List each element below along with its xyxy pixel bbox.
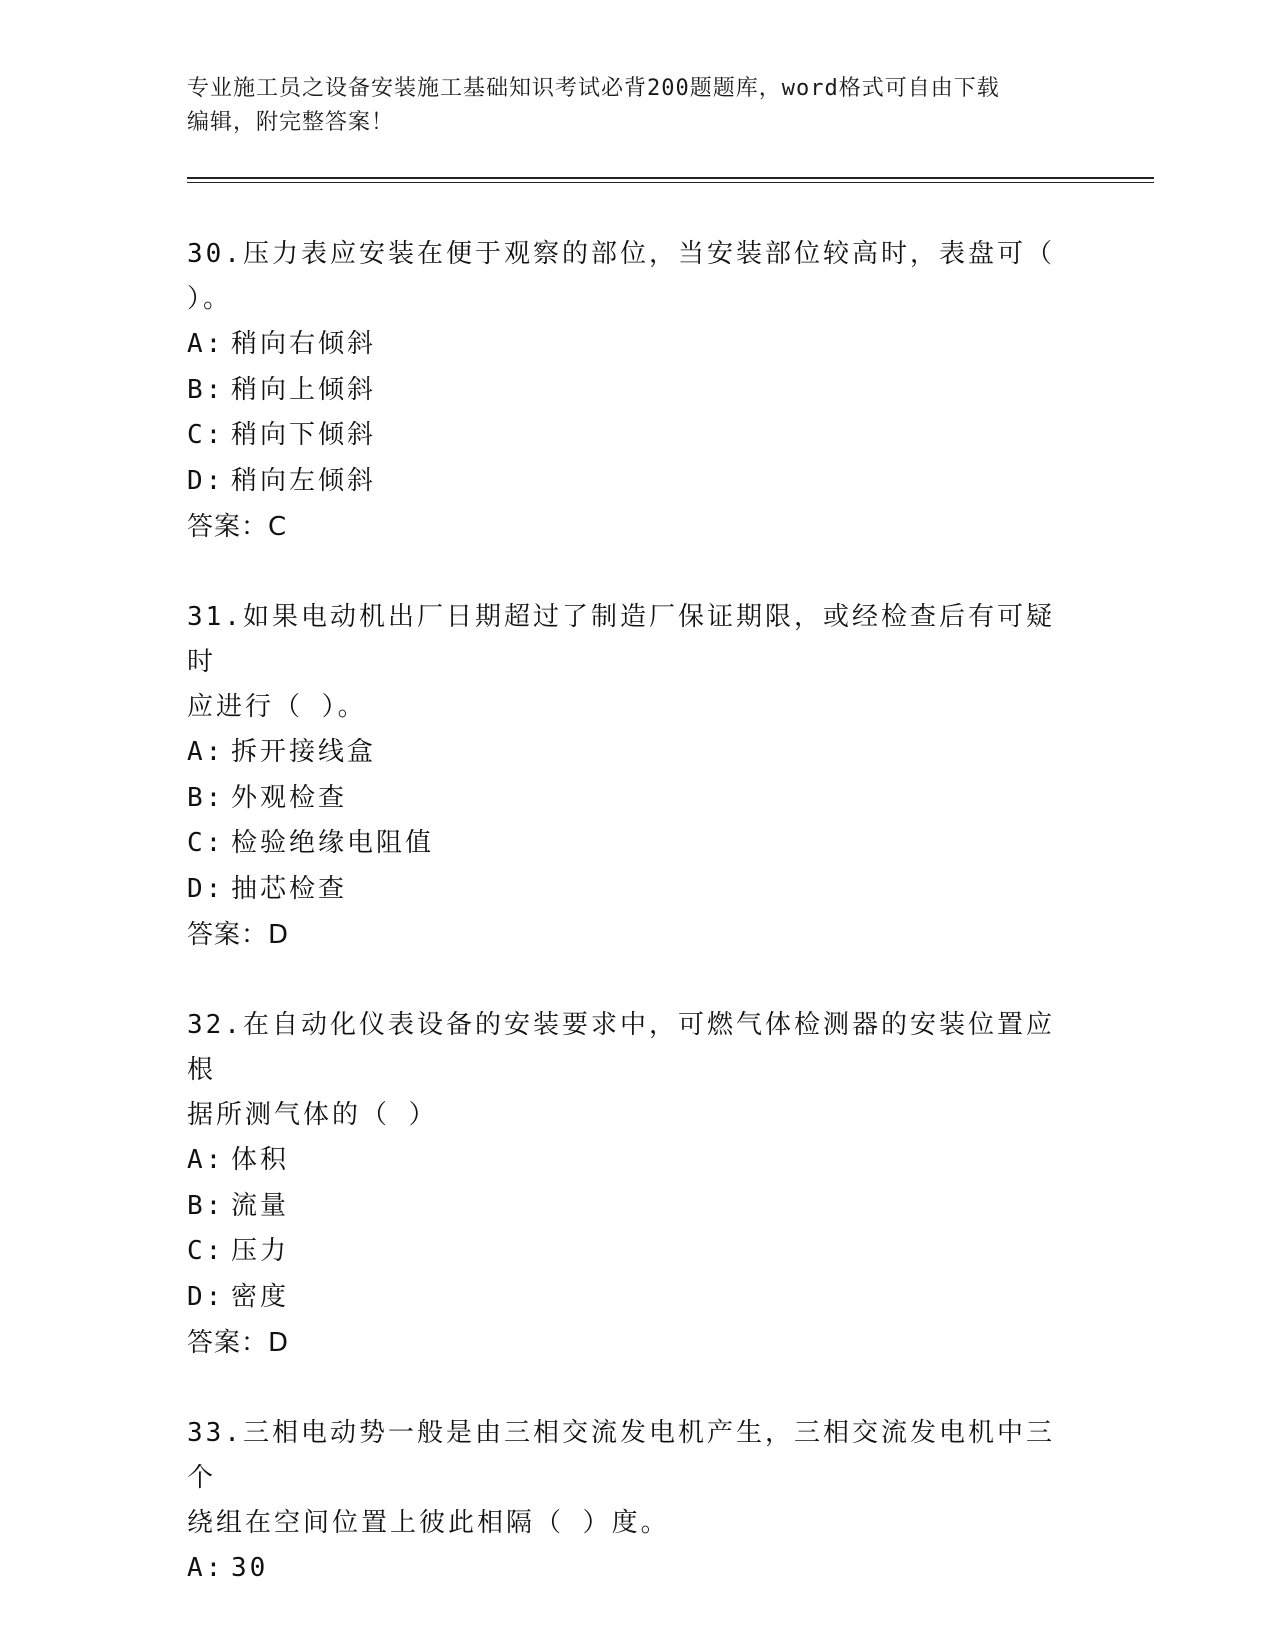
question-stem [187,1411,1077,1546]
option-letter: B: [187,782,225,813]
option-text: 体积 [231,1145,290,1175]
option-b [187,1184,1077,1230]
option-text: 外观检查 [231,782,348,813]
question-32 [187,1003,1077,1366]
answer-value: D [268,1328,290,1358]
option-c [187,821,1077,867]
option-d [187,867,1077,913]
option-letter: A: [187,329,225,359]
option-c [187,1229,1077,1275]
option-b [187,368,1077,414]
question-33 [187,1411,1077,1592]
question-stem [187,595,1077,730]
answer-label: 答案： [187,512,269,542]
question-31 [187,595,1077,958]
option-letter: B: [187,1190,225,1221]
option-text: 稍向下倾斜 [231,420,377,450]
option-letter: C: [187,420,225,450]
header-rule-thin [187,182,1154,183]
option-letter: A: [187,737,225,767]
question-text-line-1: 在自动化仪表设备的安装要求中，可燃气体检测器的安装位置应根 [187,1010,1055,1085]
header-line-1: 专业施工员之设备安装施工基础知识考试必背200题题库，word格式可自由下载 [187,76,1000,101]
question-stem [187,1003,1077,1138]
question-text-line-2: ）。 [187,284,233,314]
question-text-line-1: 三相电动势一般是由三相交流发电机产生，三相交流发电机中三个 [187,1418,1055,1493]
answer-label: 答案： [187,1328,269,1358]
answer-line [187,912,1077,958]
answer-value: C [268,512,288,542]
option-text: 拆开接线盒 [231,737,377,767]
option-text: 流量 [231,1190,290,1221]
option-a [187,322,1077,368]
document-header [187,72,1067,140]
question-number: 33. [187,1418,243,1448]
option-d [187,459,1077,505]
question-number: 32. [187,1010,243,1040]
option-letter: C: [187,1236,225,1266]
answer-value: D [268,920,290,950]
option-c [187,413,1077,459]
option-letter: D: [187,873,225,904]
option-letter: D: [187,465,225,496]
option-letter: B: [187,374,225,405]
option-text: 稍向上倾斜 [231,374,377,405]
option-text: 检验绝缘电阻值 [231,828,435,858]
question-number: 30. [187,239,243,269]
header-rule-thick [187,177,1154,179]
option-letter: A: [187,1145,225,1175]
option-a [187,730,1077,776]
option-a [187,1546,1077,1592]
option-letter: C: [187,828,225,858]
option-letter: D: [187,1281,225,1312]
question-list [187,232,1077,1637]
question-text-line-2: 绕组在空间位置上彼此相隔（ ）度。 [187,1508,670,1538]
answer-line [187,504,1077,550]
option-text: 稍向左倾斜 [231,465,377,496]
answer-label: 答案： [187,920,269,950]
option-text: 稍向右倾斜 [231,329,377,359]
option-text: 压力 [231,1236,290,1266]
question-text-line-1: 如果电动机出厂日期超过了制造厂保证期限，或经检查后有可疑时 [187,602,1055,677]
option-d [187,1275,1077,1321]
option-text: 抽芯检查 [231,873,348,904]
option-b [187,776,1077,822]
question-text-line-2: 据所测气体的（ ） [187,1100,438,1130]
option-letter: A: [187,1553,225,1583]
option-text: 密度 [231,1281,290,1312]
question-text-line-2: 应进行（ ）。 [187,692,367,722]
question-text-line-1: 压力表应安装在便于观察的部位，当安装部位较高时，表盘可（ [242,239,1055,269]
answer-line [187,1320,1077,1366]
question-stem [187,232,1077,322]
option-a [187,1138,1077,1184]
question-30 [187,232,1077,550]
option-text: 30 [231,1553,269,1583]
header-line-2: 编辑，附完整答案！ [187,110,395,135]
question-number: 31. [187,602,243,632]
